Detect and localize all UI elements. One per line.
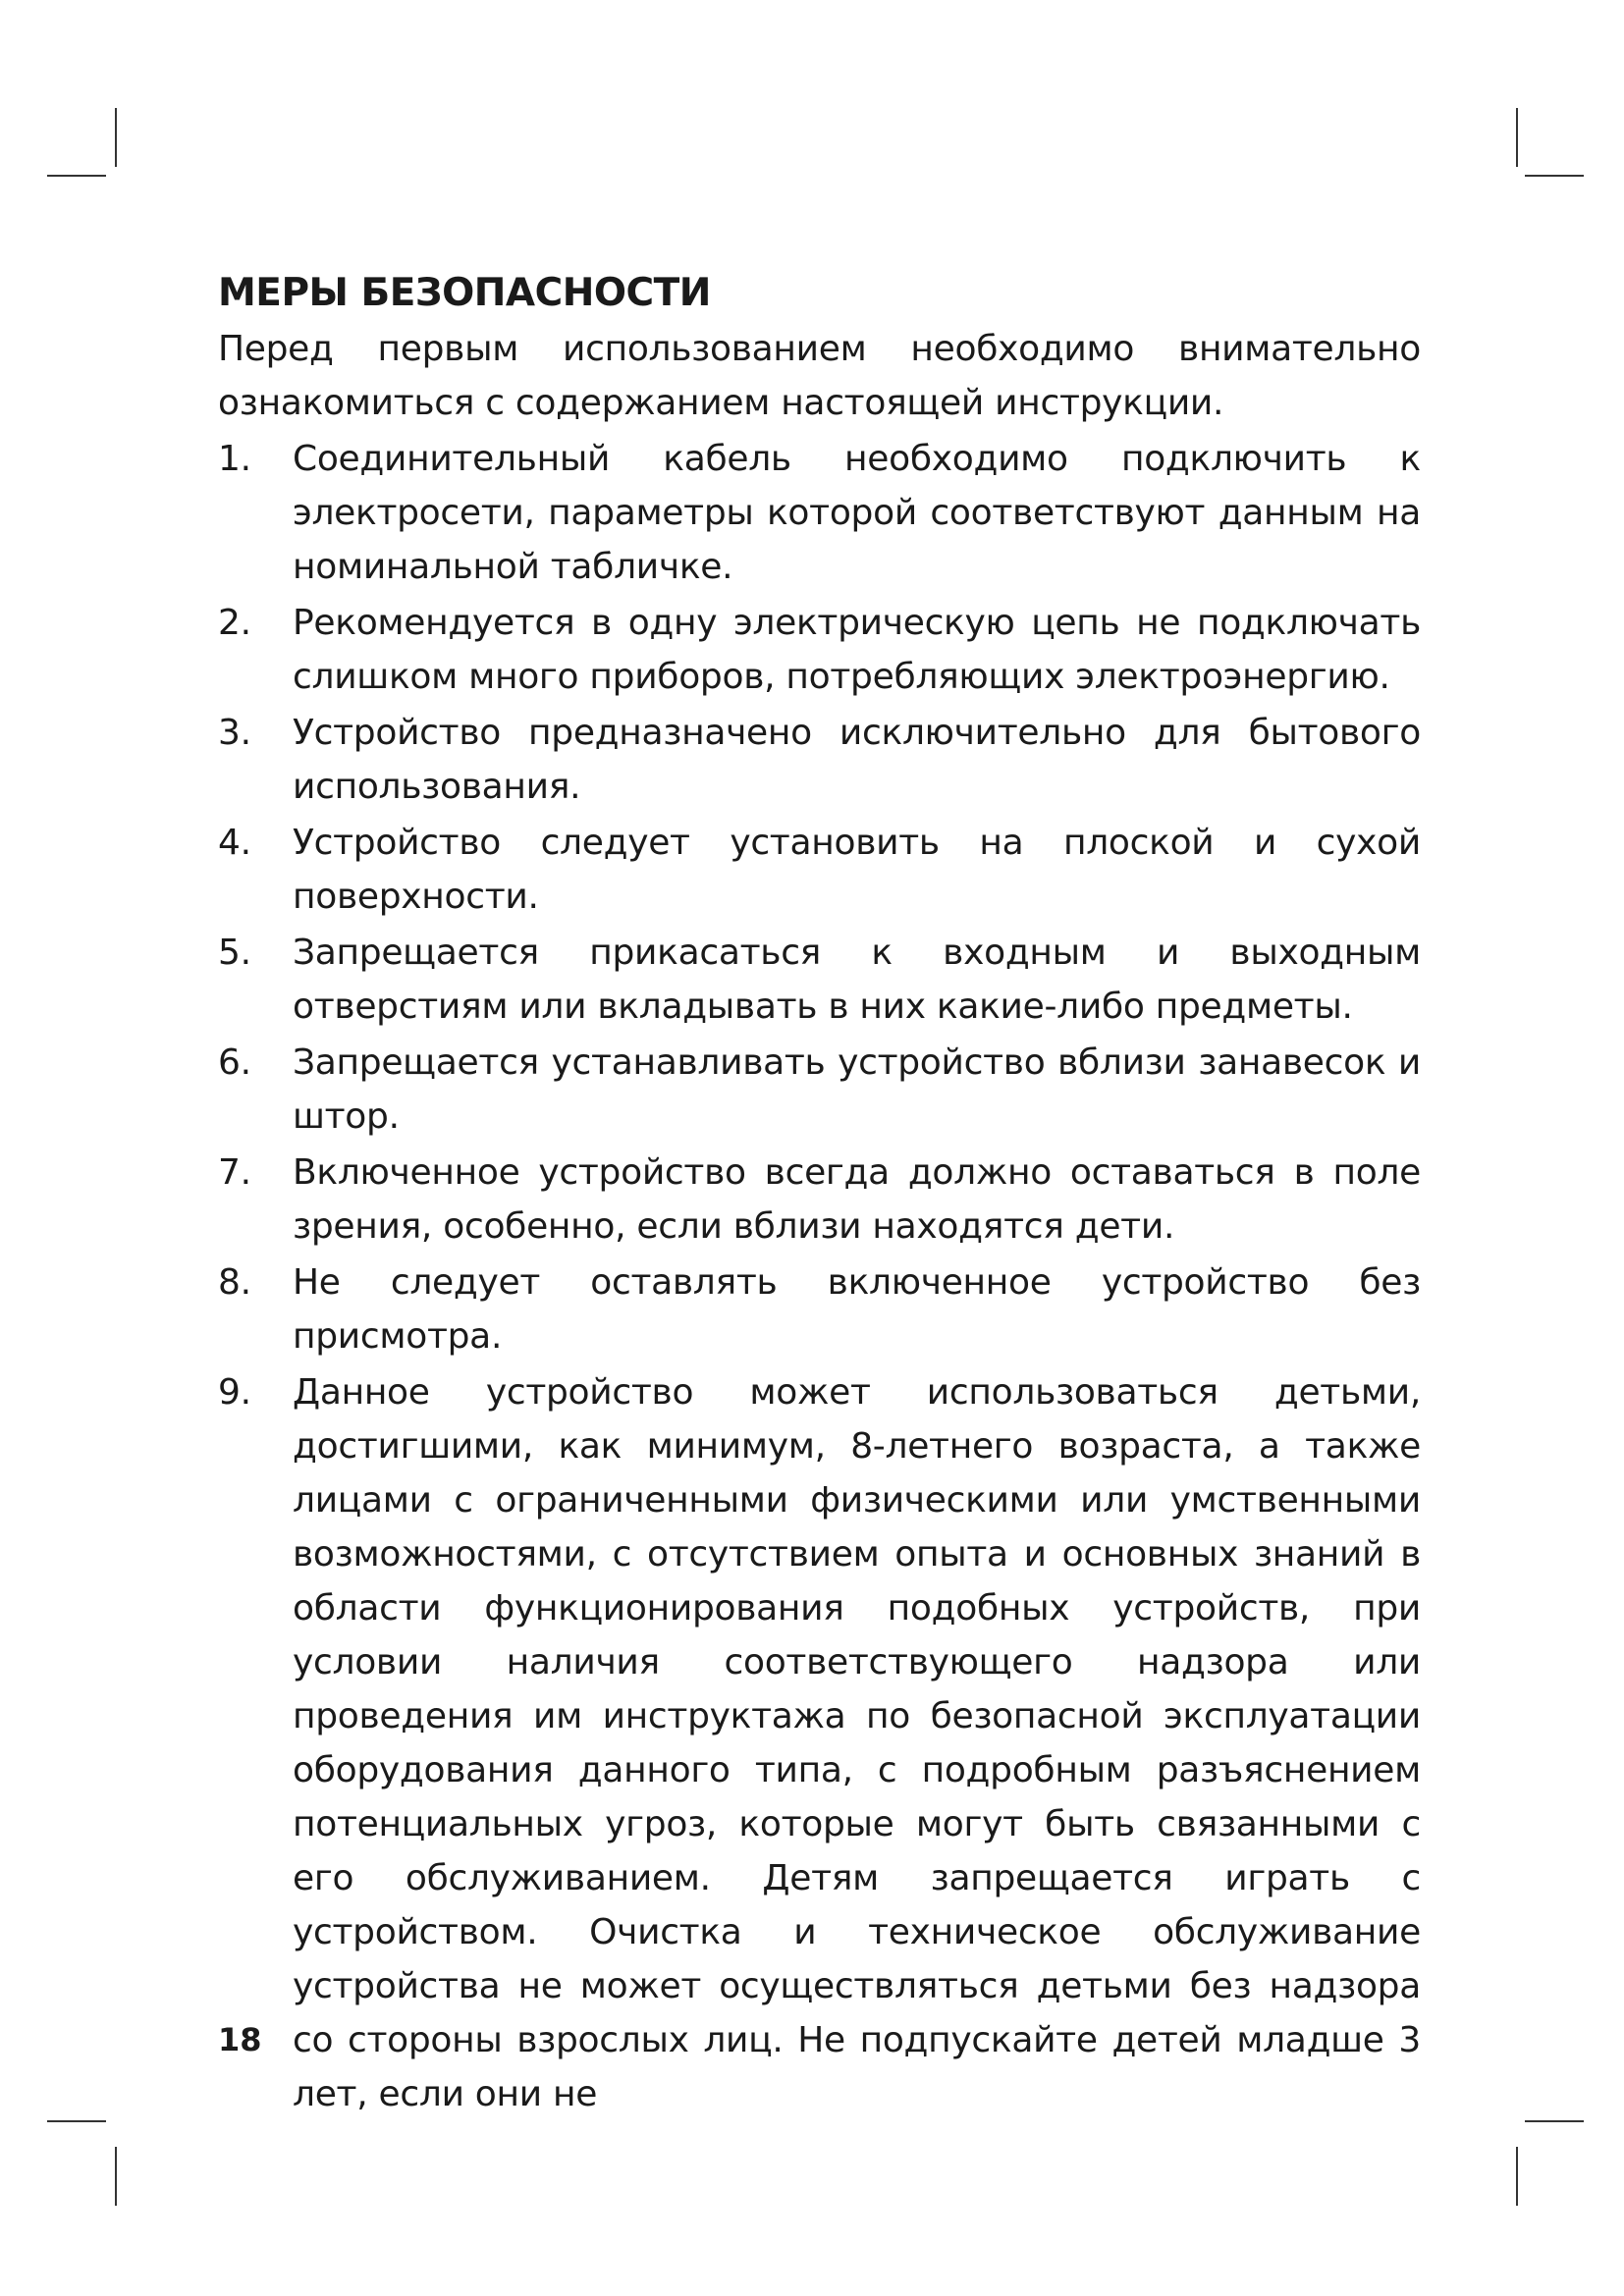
list-item-number: 2. [218,603,251,643]
list-item [218,1036,1421,1144]
crop-mark-bottom-left-horizontal [47,2120,106,2122]
list-item-text: Запрещается устанавливать устройство вблизи занавесок и штор. [293,1042,1421,1137]
list-item [218,1255,1421,1363]
list-item [218,1146,1421,1254]
list-item-number: 4. [218,823,251,863]
intro-paragraph: Перед первым использованием необходимо внимательно ознакомиться с содержанием настоящей инструкции. [218,329,1421,423]
list-item-number: 6. [218,1042,251,1083]
section-heading: МЕРЫ БЕЗОПАСНОСТИ [218,271,711,315]
list-item-text: Данное устройство может использоваться детьми, достигшими, как минимум, 8-летнего возраста, а также лицами с ограниченными физическими или умственными возможностями, с отсутствием опыта и основных знаний в области функционирования подобных устройств, при условии наличия соответствующего надзора или проведения им инструктажа по безопасной эксплуатации оборудования данного типа, с подробным разъяснением потенциальных угроз, которые могут быть связанными с его обслуживанием. Детям запрещается играть с устройством. Очистка и техническое обслуживание устройства не может осуществляться детьми без надзора со стороны взрослых лиц. Не подпускайте детей младше 3 лет, если они не [293,1372,1421,2114]
list-item [218,706,1421,814]
list-item-number: 8. [218,1262,251,1303]
list-item [218,926,1421,1034]
list-item-text: Не следует оставлять включенное устройство без присмотра. [293,1262,1421,1357]
list-item-text: Устройство предназначено исключительно для бытового использования. [293,713,1421,807]
crop-mark-bottom-right-horizontal [1525,2120,1584,2122]
list-item-number: 9. [218,1372,251,1413]
crop-mark-top-left-vertical [115,108,117,167]
list-item-text: Запрещается прикасаться к входным и выходным отверстиям или вкладывать в них какие-либо предметы. [293,933,1421,1027]
list-item-text: Устройство следует установить на плоской и сухой поверхности. [293,823,1421,917]
list-item-number: 7. [218,1152,251,1193]
crop-mark-top-right-horizontal [1525,175,1584,177]
crop-mark-top-right-vertical [1516,108,1518,167]
crop-mark-top-left-horizontal [47,175,106,177]
page-number: 18 [218,2021,262,2058]
list-item [218,816,1421,924]
list-item-number: 3. [218,713,251,753]
crop-mark-bottom-left-vertical [115,2147,117,2206]
list-item [218,1365,1421,2121]
safety-rules-list [218,432,1421,2121]
list-item-text: Рекомендуется в одну электрическую цепь не подключать слишком много приборов, потребляющих электроэнергию. [293,603,1421,697]
list-item-text: Включенное устройство всегда должно оставаться в поле зрения, особенно, если вблизи находятся дети. [293,1152,1421,1247]
list-item [218,596,1421,704]
list-item-number: 1. [218,439,251,479]
list-item-text: Соединительный кабель необходимо подключить к электросети, параметры которой соответствуют данным на номинальной табличке. [293,439,1421,587]
crop-mark-bottom-right-vertical [1516,2147,1518,2206]
page-content [218,265,1421,2123]
list-item-number: 5. [218,933,251,973]
list-item [218,432,1421,594]
